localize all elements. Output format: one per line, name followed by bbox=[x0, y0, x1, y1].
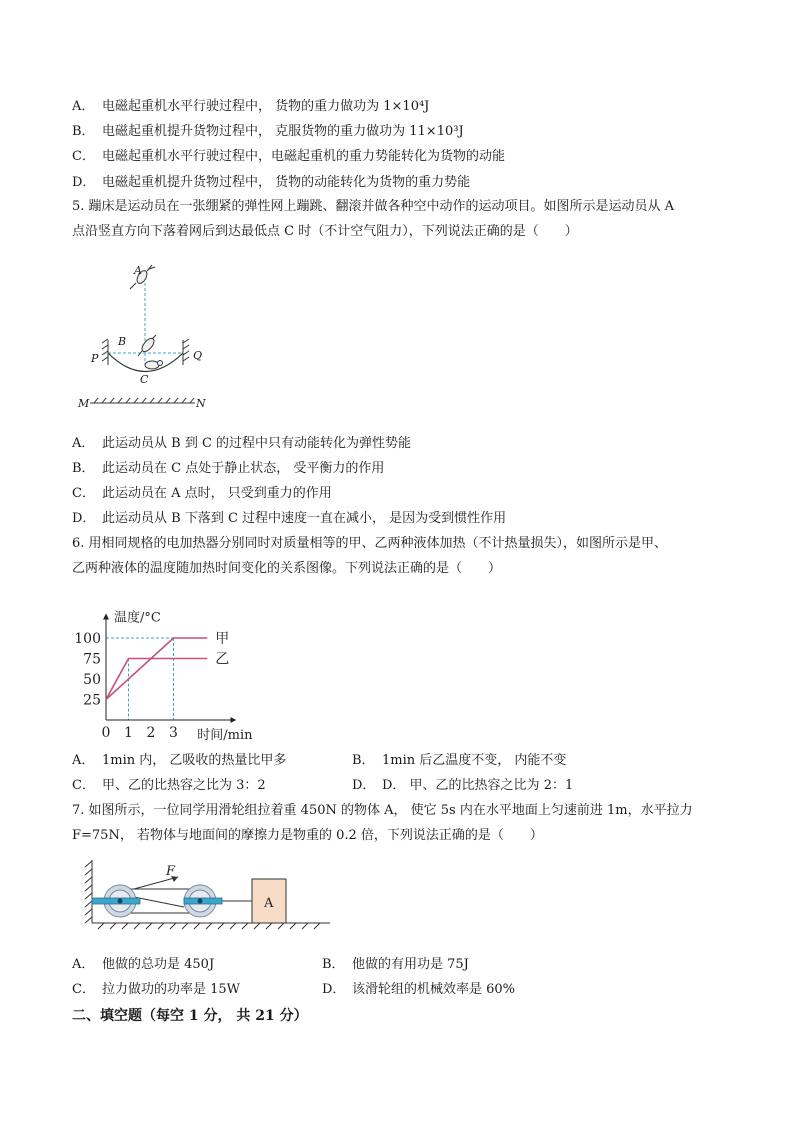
option-text: 电磁起重机水平行驶过程中， 货物的重力做功为 1×10⁴J bbox=[102, 99, 430, 114]
option-text: 甲、乙的比热容之比为 3：2 bbox=[102, 778, 266, 793]
y-tick-label: 75 bbox=[83, 651, 101, 668]
left-post bbox=[102, 339, 108, 365]
option-text: 1min 后乙温度不变， 内能不变 bbox=[382, 753, 567, 768]
q7-option-d bbox=[322, 981, 515, 999]
option-key: D． bbox=[352, 778, 376, 793]
label-a: A bbox=[134, 264, 142, 277]
temperature-time-chart bbox=[70, 585, 280, 745]
option-key: A． bbox=[72, 436, 95, 451]
option-key: C． bbox=[72, 982, 95, 997]
x-tick-label: 2 bbox=[146, 725, 156, 741]
q4-option-c bbox=[72, 148, 505, 166]
series-group bbox=[106, 631, 229, 700]
option-text: D． 甲、乙的比热容之比为 2：1 bbox=[382, 778, 574, 793]
label-p: P bbox=[91, 352, 99, 365]
option-text: 他做的有用功是 75J bbox=[352, 957, 469, 972]
series-label: 乙 bbox=[215, 651, 230, 668]
label-block-a: A bbox=[264, 896, 274, 911]
option-key: D． bbox=[72, 175, 96, 190]
y-tick-label: 25 bbox=[83, 692, 101, 709]
q7-stem-line2: F=75N， 若物体与地面间的摩擦力是物重的 0.2 倍，下列说法正确的是（ ） bbox=[72, 828, 543, 843]
y-tick-label: 100 bbox=[74, 631, 101, 647]
option-key: B． bbox=[322, 957, 345, 972]
label-f: F bbox=[166, 864, 176, 879]
option-text: 此运动员从 B 到 C 的过程中只有动能转化为弹性势能 bbox=[102, 436, 412, 451]
y-tick-label: 50 bbox=[83, 672, 101, 688]
right-post bbox=[183, 339, 189, 365]
q7-option-a bbox=[72, 956, 214, 974]
label-c: C bbox=[140, 373, 149, 386]
movable-pulley-icon bbox=[184, 885, 222, 917]
series-line-2 bbox=[106, 659, 207, 700]
trampoline-figure bbox=[70, 255, 220, 415]
x-tick-label: 3 bbox=[169, 725, 178, 741]
y-axis-label: 温度/°C bbox=[114, 610, 161, 626]
option-key: A． bbox=[72, 957, 95, 972]
series-label: 甲 bbox=[215, 631, 230, 647]
q5-option-d bbox=[72, 510, 506, 528]
option-key: C． bbox=[72, 486, 95, 501]
q7-stem-line1: 7. 如图所示，一位同学用滑轮组拉着重 450N 的物体 A， 使它 5s 内在水平地面上匀速前进 1m，水平拉力 bbox=[72, 803, 693, 818]
option-key: D． bbox=[72, 511, 96, 526]
option-key: A． bbox=[72, 753, 95, 768]
option-text: 1min 内， 乙吸收的热量比甲多 bbox=[102, 753, 287, 768]
fixed-pulley-icon bbox=[92, 885, 140, 917]
option-key: B． bbox=[352, 753, 375, 768]
option-text: 此运动员在 A 点时， 只受到重力的作用 bbox=[102, 486, 332, 501]
q5-option-a bbox=[72, 435, 411, 453]
q7-option-b bbox=[322, 956, 469, 974]
q6-option-a bbox=[72, 752, 286, 770]
option-text: 电磁起重机提升货物过程中， 克服货物的重力做功为 11×10³J bbox=[102, 124, 464, 139]
q6-stem-line1: 6. 用相同规格的电加热器分别同时对质量相等的甲、乙两种液体加热（不计热量损失），如图所示是甲、 bbox=[72, 536, 668, 551]
option-key: A． bbox=[72, 99, 95, 114]
option-key: C． bbox=[72, 149, 95, 164]
option-text: 拉力做功的功率是 15W bbox=[102, 982, 241, 997]
q5-stem-line2: 点沿竖直方向下落着网后到达最低点 C 时（不计空气阻力），下列说法正确的是（ ） bbox=[72, 224, 578, 239]
x-axis-label: 时间/min bbox=[197, 728, 253, 743]
series-line-1 bbox=[106, 638, 207, 700]
guide-lines bbox=[106, 638, 174, 720]
option-key: B． bbox=[72, 124, 95, 139]
label-m: M bbox=[78, 397, 90, 410]
x-tick-label: 1 bbox=[124, 725, 133, 741]
option-text: 电磁起重机水平行驶过程中，电磁起重机的重力势能转化为货物的动能 bbox=[102, 149, 506, 164]
option-text: 该滑轮组的机械效率是 60% bbox=[352, 982, 516, 997]
athlete-c-icon bbox=[145, 361, 163, 370]
q4-option-b bbox=[72, 123, 464, 141]
q6-option-d bbox=[352, 777, 573, 795]
q4-option-a bbox=[72, 98, 429, 116]
label-b: B bbox=[118, 335, 127, 348]
q5-option-c bbox=[72, 485, 332, 503]
q6-stem-line2: 乙两种液体的温度随加热时间变化的关系图像。下列说法正确的是（ ） bbox=[72, 561, 502, 576]
pulley-figure bbox=[80, 855, 340, 935]
ground bbox=[90, 398, 195, 403]
section-heading: 二、填空题（每空 1 分， 共 21 分） bbox=[72, 1008, 308, 1024]
x-tick-label: 0 bbox=[101, 725, 111, 741]
option-key: B． bbox=[72, 461, 95, 476]
option-text: 此运动员从 B 下落到 C 过程中速度一直在减小， 是因为受到惯性作用 bbox=[102, 511, 507, 526]
label-q: Q bbox=[193, 349, 203, 362]
q5-option-b bbox=[72, 460, 384, 478]
ground bbox=[92, 923, 330, 929]
option-text: 他做的总功是 450J bbox=[102, 957, 215, 972]
label-n: N bbox=[196, 397, 206, 410]
q6-option-c bbox=[72, 777, 266, 795]
q5-stem-line1: 5. 蹦床是运动员在一张绷紧的弹性网上蹦跳、翻滚并做各种空中动作的运动项目。如图所示是运动员从 A bbox=[72, 199, 675, 214]
option-text: 此运动员在 C 点处于静止状态， 受平衡力的作用 bbox=[102, 461, 385, 476]
option-text: 电磁起重机提升货物过程中， 货物的动能转化为货物的重力势能 bbox=[102, 175, 471, 190]
q7-option-c bbox=[72, 981, 240, 999]
q6-option-b bbox=[352, 752, 566, 770]
q4-option-d bbox=[72, 174, 470, 192]
option-key: C． bbox=[72, 778, 95, 793]
wall bbox=[85, 860, 92, 923]
option-key: D． bbox=[322, 982, 346, 997]
